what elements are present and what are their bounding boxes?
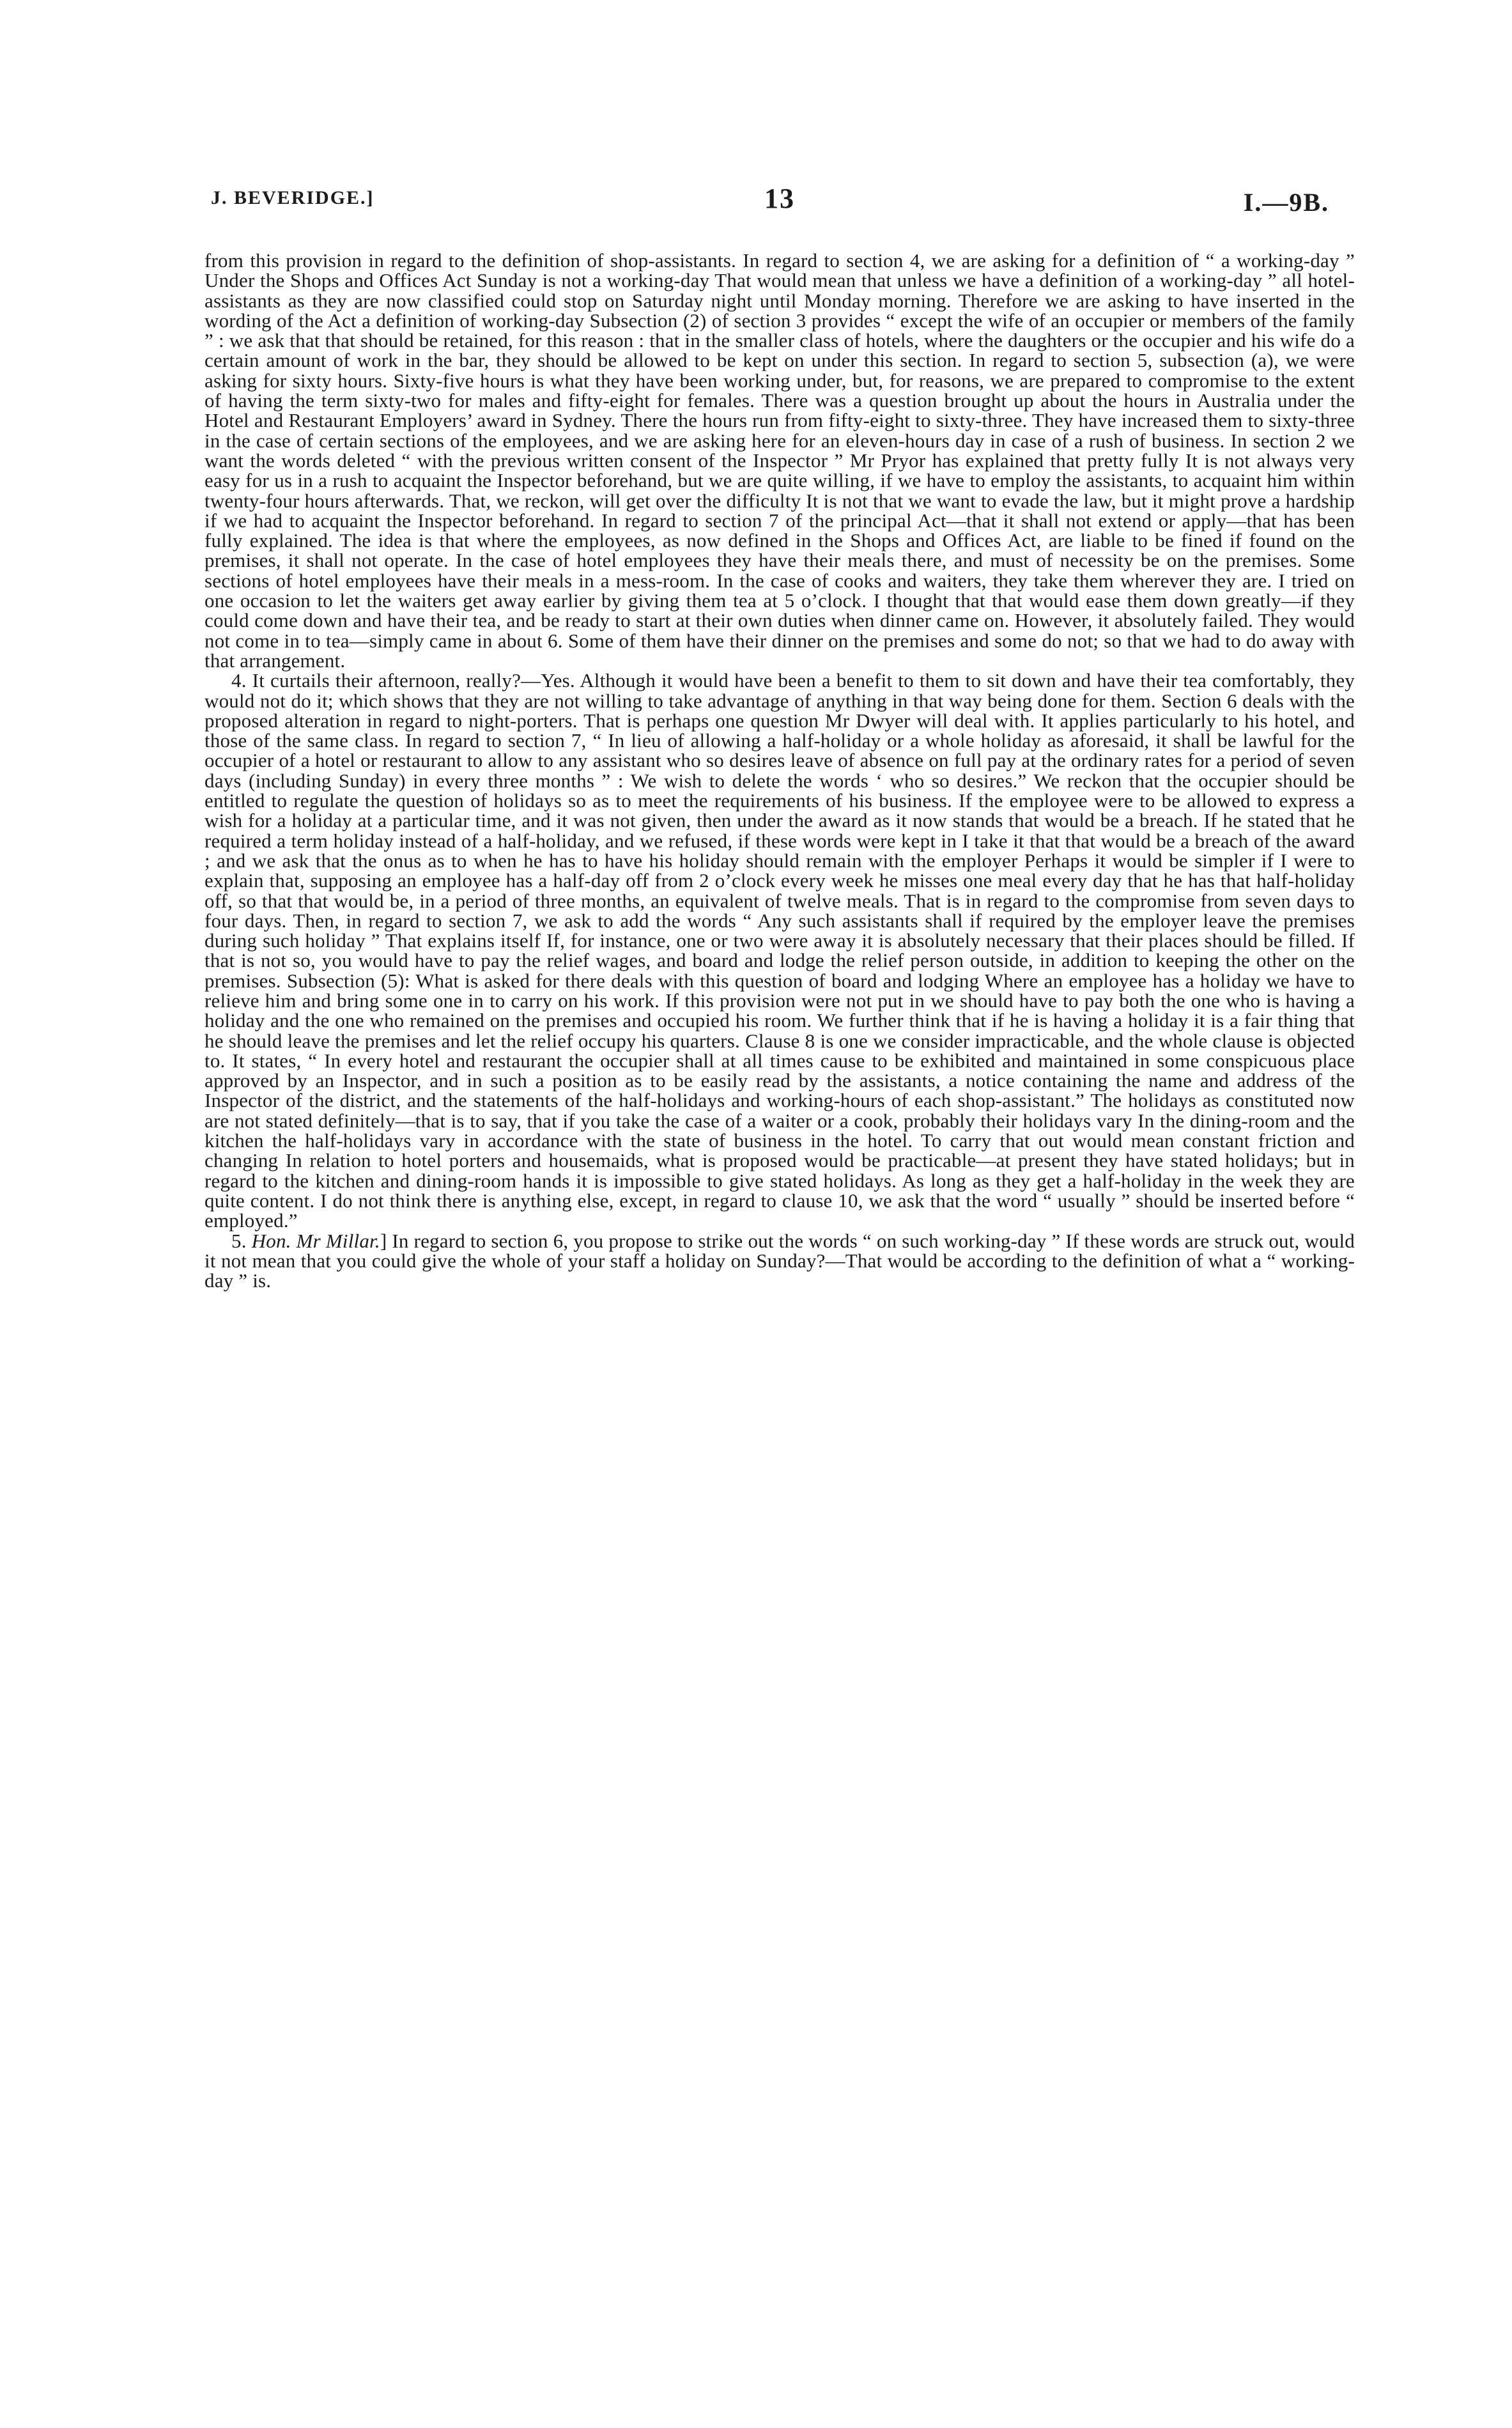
body-text (204, 251, 1355, 1290)
header-witness-name: J. BEVERIDGE.] (211, 187, 374, 208)
speaker-name: Hon. Mr Millar. (251, 1229, 380, 1252)
document-page (204, 0, 1355, 2428)
paragraph-3 (204, 1231, 1355, 1291)
document-reference: I.—9B. (1243, 188, 1329, 217)
page-number: 13 (764, 183, 795, 214)
paragraph-2: 4. It curtails their afternoon, really?—Yes. Although it would have been a benefit to them to sit down and have their tea comfortably, they would not do it; which shows that they are not willing to take advantage of anything in that way being done for them. Section 6 deals with the proposed alteration in regard to night-porters. That is perhaps one question Mr Dwyer will deal with. It applies particularly to his hotel, and those of the same class. In regard to section 7, “ In lieu of allowing a half-holiday or a whole holiday as aforesaid, it shall be lawful for the occupier of a hotel or restaurant to allow to any assistant who so desires leave of absence on full pay at the ordinary rates for a period of seven days (including Sunday) in every three months ” : We wish to delete the words ‘ who so desires.” We reckon that the occupier should be entitled to regulate the question of holidays so as to meet the requirements of his business. If the employee were to be allowed to express a wish for a holiday at a particular time, and it was not given, then under the award as it now stands that would be a breach. If he stated that he required a term holiday instead of a half-holiday, and we refused, if these words were kept in I take it that that would be a breach of the award ; and we ask that the onus as to when he has to have his holiday should remain with the employer Perhaps it would be simpler if I were to explain that, supposing an employee has a half-day off from 2 o’clock every week he misses one meal every day that he has that half-holiday off, so that that would be, in a period of three months, an equivalent of twelve meals. That is in regard to the compromise from seven days to four days. Then, in regard to section 7, we ask to add the words “ Any such assistants shall if required by the employer leave the premises during such holiday ” That explains itself If, for instance, one or two were away it is absolutely necessary that their places should be filled. If that is not so, you would have to pay the relief wages, and board and lodge the relief person outside, in addition to keeping the other on the premises. Subsection (5): What is asked for there deals with this question of board and lodging Where an employee has a holiday we have to relieve him and bring some one in to carry on his work. If this provision were not put in we should have to pay both the one who is having a holiday and the one who remained on the premises and occupied his room. We further think that if he is having a holiday it is a fair thing that he should leave the premises and let the relief occupy his quarters. Clause 8 is one we consider impracticable, and the whole clause is objected to. It states, “ In every hotel and restaurant the occupier shall at all times cause to be exhibited and maintained in some conspicuous place approved by an Inspector, and in such a position as to be easily read by the assistants, a notice containing the name and address of the Inspector of the district, and the statements of the half-holidays and working-hours of each shop-assistant.” The holidays as constituted now are not stated definitely—that is to say, that if you take the case of a waiter or a cook, probably their holidays vary In the dining-room and the kitchen the half-holidays vary in accordance with the state of business in the hotel. To carry that out would mean constant friction and changing In relation to hotel porters and housemaids, what is proposed would be practicable—at present they have stated holidays; but in regard to the kitchen and dining-room hands it is impossible to give stated holidays. As long as they get a half-holiday in the week they are quite content. I do not think there is anything else, except, in regard to clause 10, we ask that the word “ usually ” should be inserted before “ employed.” (204, 669, 1355, 1232)
paragraph-1: from this provision in regard to the definition of shop-assistants. In regard to section 4, we are asking for a definition of “ a working-day ” Under the Shops and Offices Act Sunday is not a working-day That would mean that unless we have a definition of a working-day ” all hotel-assistants as they are now classified could stop on Saturday night until Monday morning. Therefore we are asking to have inserted in the wording of the Act a definition of working-day Subsection (2) of section 3 provides “ except the wife of an occupier or members of the family ” : we ask that that should be retained, for this reason : that in the smaller class of hotels, where the daughters or the occupier and his wife do a certain amount of work in the bar, they should be allowed to be kept on under this section. In regard to section 5, subsection (a), we were asking for sixty hours. Sixty-five hours is what they have been working under, but, for reasons, we are prepared to compromise to the extent of having the term sixty-two for males and fifty-eight for females. There was a question brought up about the hours in Australia under the Hotel and Restaurant Employers’ award in Sydney. There the hours run from fifty-eight to sixty-three. They have increased them to sixty-three in the case of certain sections of the employees, and we are asking here for an eleven-hours day in case of a rush of business. In section 2 we want the words deleted “ with the previous written consent of the Inspector ” Mr Pryor has explained that pretty fully It is not always very easy for us in a rush to acquaint the Inspector beforehand, but we are quite willing, if we have to employ the assistants, to acquaint him within twenty-four hours afterwards. That, we reckon, will get over the difficulty It is not that we want to evade the law, but it might prove a hardship if we had to acquaint the Inspector beforehand. In regard to section 7 of the principal Act—that it shall not extend or apply—that has been fully explained. The idea is that where the employees, as now defined in the Shops and Offices Act, are liable to be fined if found on the premises, it shall not operate. In the case of hotel employees they have their meals there, and must of necessity be on the premises. Some sections of hotel employees have their meals in a mess-room. In the case of cooks and waiters, they take them wherever they are. I tried on one occasion to let the waiters get away earlier by giving them tea at 5 o’clock. I thought that that would ease them down greatly—if they could come down and have their tea, and be ready to start at their own duties when dinner came on. However, it absolutely failed. They would not come in to tea—simply came in about 6. Some of them have their dinner on the premises and some do not; so that we had to do away with that arrangement. (204, 249, 1355, 672)
paragraph-3-text: ] In regard to section 6, you propose to strike out the words “ on such working-day ” If these words are struck out, would it not mean that you could give the whole of your staff a holiday on Sunday?—That would be according to the definition of what a “ working-day ” is. (204, 1229, 1355, 1292)
question-number: 5. (231, 1229, 247, 1252)
page-header (204, 182, 1355, 220)
